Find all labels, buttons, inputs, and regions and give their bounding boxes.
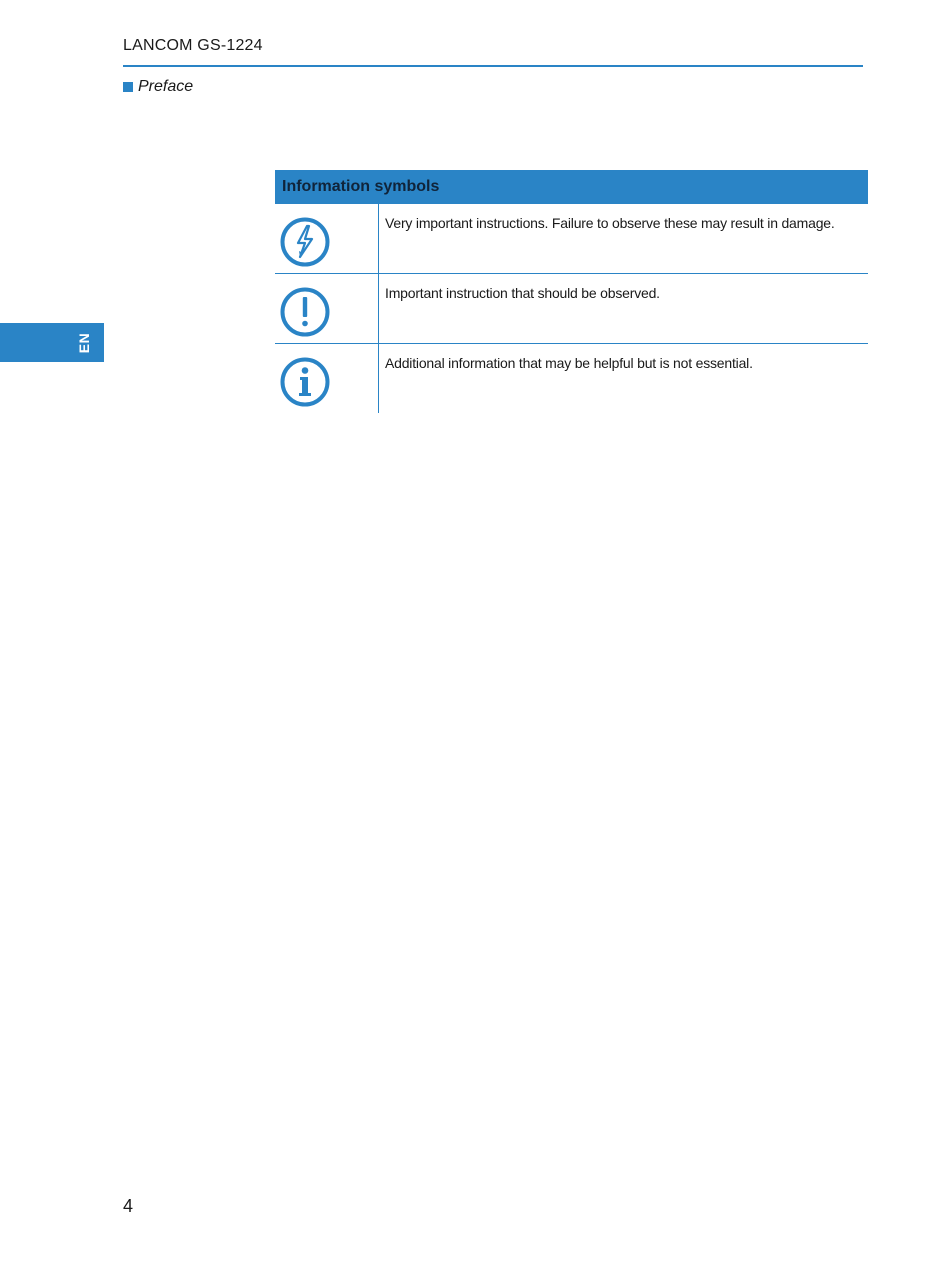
lightning-warning-icon xyxy=(279,216,331,268)
section-marker xyxy=(123,78,193,96)
row-text: Very important instructions. Failure to observe these may result in damage. xyxy=(385,215,835,231)
icon-cell xyxy=(275,274,379,343)
information-symbols-table xyxy=(275,170,868,413)
page-number: 4 xyxy=(123,1196,134,1216)
row-text: Additional information that may be helpful but is not essential. xyxy=(385,355,753,371)
language-tab xyxy=(0,323,104,362)
exclamation-icon xyxy=(279,286,331,338)
header-divider xyxy=(123,65,863,67)
section-square-icon xyxy=(123,82,133,92)
table-header: Information symbols xyxy=(275,170,868,204)
icon-cell xyxy=(275,204,379,273)
section-label: Preface xyxy=(138,78,194,95)
table-row xyxy=(275,274,868,344)
info-icon xyxy=(279,356,331,408)
table-row xyxy=(275,344,868,413)
row-text: Important instruction that should be observed. xyxy=(385,285,660,301)
icon-cell xyxy=(275,344,379,413)
language-tab-label: EN xyxy=(76,332,92,353)
table-row xyxy=(275,204,868,274)
document-title: LANCOM GS-1224 xyxy=(123,37,263,54)
